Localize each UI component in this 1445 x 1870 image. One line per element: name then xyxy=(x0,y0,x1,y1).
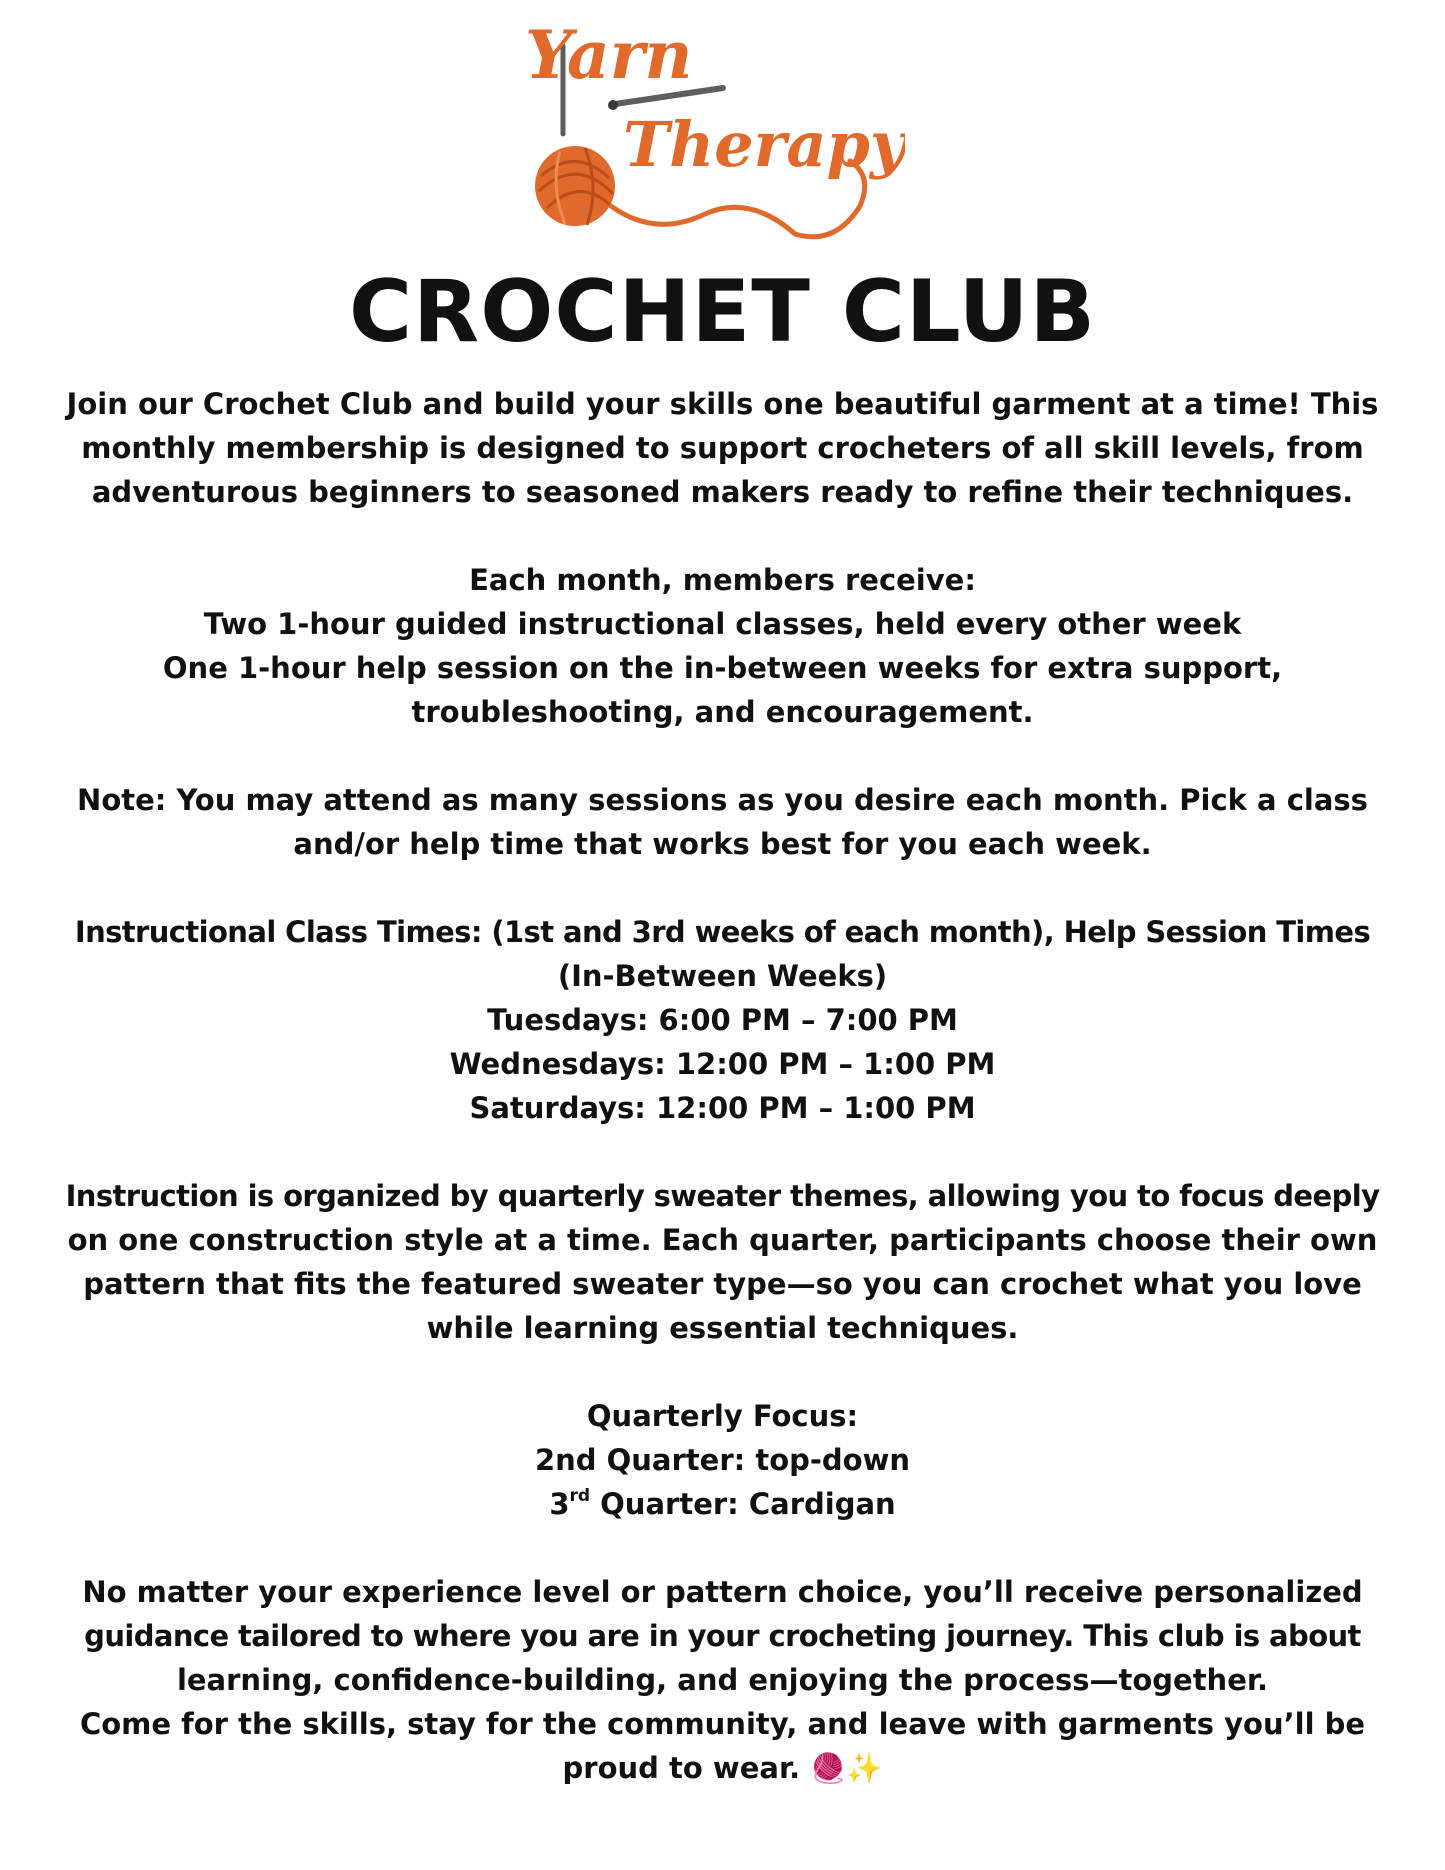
closing-paragraph xyxy=(40,1570,1405,1790)
schedule-heading-line: (In-Between Weeks) xyxy=(557,959,888,993)
instruction-line: pattern that fits the featured sweater type—so you can crochet what you love xyxy=(83,1267,1362,1301)
benefits-section xyxy=(40,558,1405,734)
closing-line: guidance tailored to where you are in your crocheting journey. This club is about xyxy=(84,1619,1361,1653)
instruction-paragraph xyxy=(40,1174,1405,1350)
benefit-line: troubleshooting, and encouragement. xyxy=(411,695,1034,729)
logo-line-2: Therapy xyxy=(623,108,905,181)
quarter-3-label: Quarter: Cardigan xyxy=(590,1487,896,1521)
quarter-2-focus: 2nd Quarter: top-down xyxy=(534,1443,911,1477)
instruction-line: while learning essential techniques. xyxy=(426,1311,1019,1345)
note-line: Note: You may attend as many sessions as you desire each month. Pick a class xyxy=(77,783,1368,817)
closing-line: learning, confidence-building, and enjoying the process—together. xyxy=(176,1663,1269,1697)
yarn-ball-logo-icon xyxy=(505,6,905,246)
intro-paragraph xyxy=(40,382,1405,514)
closing-line: No matter your experience level or pattern choice, you’ll receive personalized xyxy=(82,1575,1363,1609)
quarter-3-number: 3 xyxy=(549,1487,570,1521)
intro-line: monthly membership is designed to support crocheters of all skill levels, from xyxy=(81,431,1364,465)
page-title: CROCHET CLUB xyxy=(348,262,1097,362)
note-line: and/or help time that works best for you each week. xyxy=(293,827,1152,861)
schedule-time: Saturdays: 12:00 PM – 1:00 PM xyxy=(469,1091,976,1125)
instruction-line: on one construction style at a time. Each quarter, participants choose their own xyxy=(67,1223,1378,1257)
quarter-3-focus xyxy=(40,1482,1405,1526)
quarter-3-suffix: rd xyxy=(569,1486,591,1507)
instruction-line: Instruction is organized by quarterly sweater themes, allowing you to focus deeply xyxy=(65,1179,1380,1213)
quarterly-heading: Quarterly Focus: xyxy=(586,1399,859,1433)
benefits-heading: Each month, members receive: xyxy=(469,563,976,597)
closing-line: proud to wear. 🧶✨ xyxy=(562,1751,883,1785)
benefit-line: One 1-hour help session on the in-between weeks for extra support, xyxy=(162,651,1283,685)
logo-line-1: Yarn xyxy=(525,16,693,94)
intro-line: adventurous beginners to seasoned makers ready to refine their techniques. xyxy=(91,475,1354,509)
schedule-time: Tuesdays: 6:00 PM – 7:00 PM xyxy=(487,1003,958,1037)
closing-line: Come for the skills, stay for the community, and leave with garments you’ll be xyxy=(79,1707,1366,1741)
intro-line: Join our Crochet Club and build your skills one beautiful garment at a time! This xyxy=(66,387,1379,421)
schedule-section xyxy=(40,910,1405,1130)
schedule-heading-line: Instructional Class Times: (1st and 3rd weeks of each month), Help Session Times xyxy=(74,915,1371,949)
yarn-therapy-logo xyxy=(505,6,905,246)
schedule-time: Wednesdays: 12:00 PM – 1:00 PM xyxy=(449,1047,996,1081)
quarterly-section xyxy=(40,1394,1405,1526)
main-content xyxy=(40,382,1405,1790)
benefit-line: Two 1-hour guided instructional classes, held every other week xyxy=(203,607,1242,641)
note-paragraph xyxy=(40,778,1405,866)
